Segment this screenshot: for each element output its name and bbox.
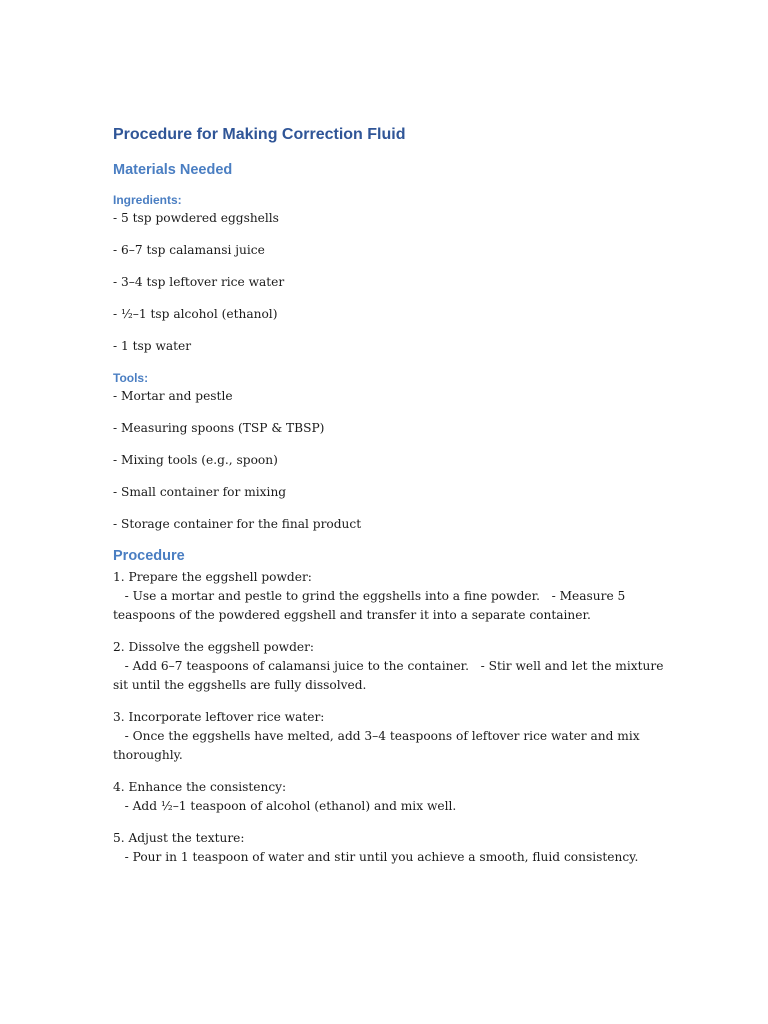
step-title: 4. Enhance the consistency: bbox=[113, 780, 287, 794]
materials-heading: Materials Needed bbox=[113, 162, 233, 178]
tools-list bbox=[113, 387, 673, 534]
list-item: - 1 tsp water bbox=[113, 339, 192, 353]
step-title: 5. Adjust the texture: bbox=[113, 831, 245, 845]
procedure-step bbox=[113, 829, 673, 867]
procedure-step bbox=[113, 778, 673, 816]
list-item: - Mortar and pestle bbox=[113, 389, 233, 403]
procedure-steps bbox=[113, 568, 673, 867]
document-title: Procedure for Making Correction Fluid bbox=[113, 126, 406, 143]
document-page bbox=[113, 124, 673, 880]
list-item: - 5 tsp powdered eggshells bbox=[113, 211, 279, 225]
step-text: - Add ½–1 teaspoon of alcohol (ethanol) and mix well. bbox=[113, 799, 457, 813]
ingredients-heading: Ingredients: bbox=[113, 193, 182, 207]
procedure-step bbox=[113, 568, 673, 625]
list-item: - 3–4 tsp leftover rice water bbox=[113, 275, 285, 289]
step-title: 2. Dissolve the eggshell powder: bbox=[113, 640, 315, 654]
procedure-heading: Procedure bbox=[113, 548, 185, 564]
tools-heading: Tools: bbox=[113, 371, 149, 385]
step-title: 3. Incorporate leftover rice water: bbox=[113, 710, 325, 724]
list-item: - Small container for mixing bbox=[113, 485, 287, 499]
list-item: - Storage container for the final product bbox=[113, 517, 362, 531]
step-text: - Once the eggshells have melted, add 3–4 teaspoons of leftover rice water and mix thoroughly. bbox=[113, 729, 644, 762]
list-item: - ½–1 tsp alcohol (ethanol) bbox=[113, 307, 278, 321]
list-item: - Measuring spoons (TSP & TBSP) bbox=[113, 421, 325, 435]
procedure-step bbox=[113, 708, 673, 765]
list-item: - Mixing tools (e.g., spoon) bbox=[113, 453, 278, 467]
step-text: - Add 6–7 teaspoons of calamansi juice to the container. - Stir well and let the mixture sit until the eggshells are fully dissolved. bbox=[113, 659, 668, 692]
step-text: - Use a mortar and pestle to grind the eggshells into a fine powder. - Measure 5 teaspoons of the powdered eggshell and transfer it into a separate container. bbox=[113, 589, 630, 622]
ingredients-list bbox=[113, 209, 673, 356]
step-text: - Pour in 1 teaspoon of water and stir until you achieve a smooth, fluid consistency. bbox=[113, 850, 639, 864]
list-item: - 6–7 tsp calamansi juice bbox=[113, 243, 265, 257]
step-title: 1. Prepare the eggshell powder: bbox=[113, 570, 312, 584]
procedure-step bbox=[113, 638, 673, 695]
